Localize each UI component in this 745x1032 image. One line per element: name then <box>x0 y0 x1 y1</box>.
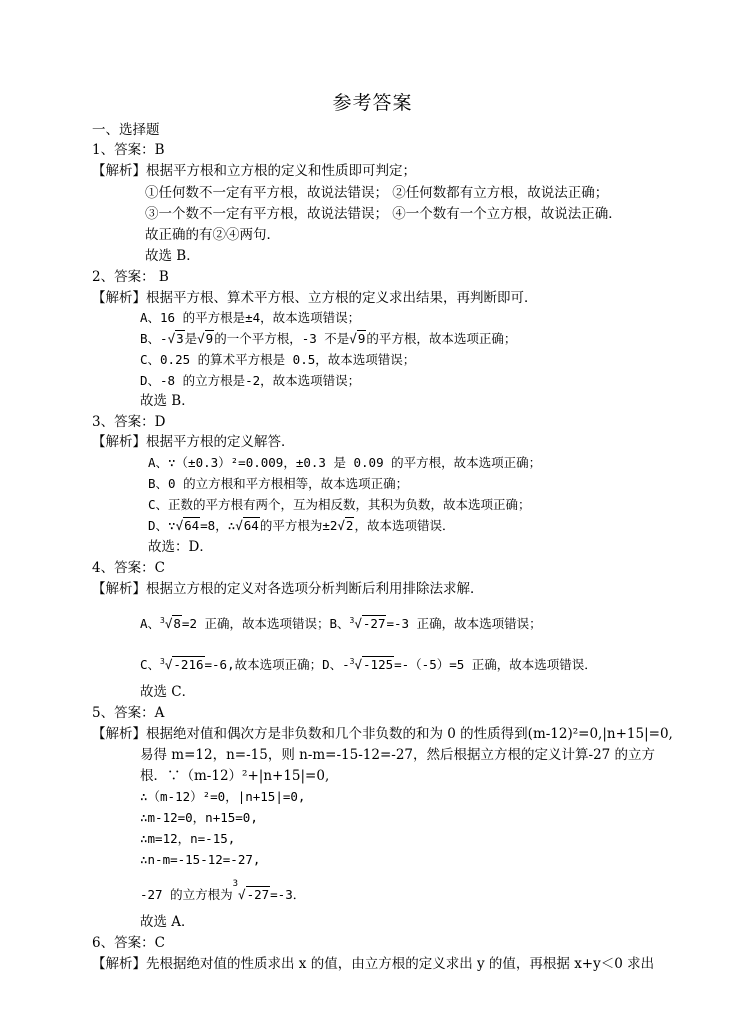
q5-step3: ∴m=12，n=-15, <box>140 831 236 846</box>
q4-r2-b: =-6,故本选项正确；D、- <box>204 657 350 673</box>
q5-s5-pre: -27 的立方根为 <box>140 887 233 903</box>
q4-r2-radicand1: -216 <box>173 657 204 673</box>
q3-option-a: A、∵（±0.3）²=0.009，±0.3 是 0.09 的平方根，故本选项正确； <box>148 455 542 470</box>
q5-analysis-line1: 【解析】根据绝对值和偶次方是非负数和几个非负数的和为 0 的性质得到(m-12)²=0,|n+15|=0, <box>92 726 673 742</box>
q3-d-radicand3: 2 <box>345 518 354 533</box>
q4-r1-radicand1: 8 <box>173 616 181 632</box>
q4-r2-radicand2: -125 <box>363 657 394 673</box>
q5-step5: -27 的立方根为$^3$√-27=-3． <box>140 879 306 903</box>
q1-analysis: 【解析】根据平方根和立方根的定义和性质即可判定； <box>92 163 416 179</box>
q2-option-b: B、-√3是√9的一个平方根，-3 不是√9的平方根，故本选项正确； <box>140 331 517 346</box>
q5-step1: ∴（m-12）²=0，|n+15|=0, <box>140 789 306 804</box>
q5-step2: ∴m-12=0，n+15=0, <box>140 810 258 825</box>
q4-r2-a: C、 <box>140 657 161 673</box>
q4-answer: 4、答案：C <box>92 560 165 576</box>
q4-r2-index1: 3 <box>160 657 165 666</box>
q5-s5-index: 3 <box>232 879 239 889</box>
q2-b-mid: 是 <box>184 331 198 346</box>
q2-b-mid2: 的一个平方根，-3 不是 <box>214 331 350 346</box>
q2-conclusion: 故选 B． <box>140 393 195 409</box>
q2-b-post: 的平方根，故本选项正确； <box>366 331 517 346</box>
q3-option-b: B、0 的立方根和平方根相等，故本选项正确； <box>148 476 409 491</box>
section-heading: 一、选择题 <box>92 122 160 138</box>
q4-r2-c: =-（-5）=5 正确，故本选项错误． <box>394 657 597 673</box>
q3-d-pre: D、∵ <box>148 518 176 533</box>
q4-r2-index2: 3 <box>349 657 355 666</box>
q5-answer: 5、答案：A <box>92 705 165 721</box>
q1-conclusion: 故选 B． <box>145 248 200 264</box>
q2-b-radicand1: 3 <box>176 331 184 346</box>
q3-d-radicand1: 64 <box>184 518 200 533</box>
q4-r1-radicand2: -27 <box>362 616 386 632</box>
q2-analysis: 【解析】根据平方根、算术平方根、立方根的定义求出结果，再判断即可． <box>92 290 538 306</box>
q2-b-pre: B、- <box>140 331 168 346</box>
q5-analysis-line2: 易得 m=12，n=-15，则 n-m=-15-12=-27，然后根据立方根的定义计算-27 的立方 <box>140 747 656 763</box>
q1-row2: ③一个数不一定有平方根，故说法错误； ④一个数有一个立方根，故说法正确． <box>145 206 622 222</box>
q3-answer: 3、答案：D <box>92 414 166 430</box>
q4-r1-index2: 3 <box>349 616 355 625</box>
q3-d-mid: =8，∴ <box>200 518 236 533</box>
q6-analysis: 【解析】先根据绝对值的性质求出 x 的值，由立方根的定义求出 y 的值，再根据 x+y＜0 求出 <box>92 956 655 972</box>
q3-d-radicand2: 64 <box>243 518 259 533</box>
q3-analysis: 【解析】根据平方根的定义解答． <box>92 434 295 450</box>
q3-conclusion: 故选：D． <box>148 539 213 555</box>
q5-s5-radicand: -27 <box>246 887 270 903</box>
q3-option-c: C、正数的平方根有两个，互为相反数，其积为负数，故本选项正确； <box>148 497 531 512</box>
q4-conclusion: 故选 C． <box>140 684 196 700</box>
q1-answer: 1、答案：B <box>92 142 165 158</box>
q2-option-c: C、0.25 的算术平方根是 0.5，故本选项错误； <box>140 352 416 367</box>
q4-row1: A、$^3$√8=2 正确，故本选项错误；B、$^3$√-27=-3 正确，故本选项错误； <box>140 616 542 632</box>
q2-b-radicand2: 9 <box>205 331 214 346</box>
page-title: 参考答案 <box>332 92 413 114</box>
q5-conclusion: 故选 A． <box>140 914 195 930</box>
q2-option-a: A、16 的平方根是±4，故本选项错误； <box>140 310 361 325</box>
q2-b-radicand3: 9 <box>357 331 366 346</box>
q2-answer: 2、答案： B <box>92 269 169 285</box>
q1-row3: 故正确的有②④两句． <box>145 227 280 243</box>
q6-answer: 6、答案：C <box>92 935 165 951</box>
q4-r1-a: A、 <box>140 616 161 632</box>
q5-s5-post: =-3． <box>270 887 306 903</box>
q4-r1-c: =-3 正确，故本选项错误； <box>386 616 542 632</box>
q4-analysis: 【解析】根据立方根的定义对各选项分析判断后利用排除法求解． <box>92 581 484 597</box>
q4-r1-b: =2 正确，故本选项错误；B、 <box>181 616 350 632</box>
q4-row2: C、$^3$√-216=-6,故本选项正确；D、-$^3$√-125=-（-5）=5 正确，故本选项错误． <box>140 657 597 673</box>
q5-step4: ∴n-m=-15-12=-27, <box>140 852 261 867</box>
q5-analysis-line3: 根．∵（m-12）²+|n+15|=0, <box>140 768 330 784</box>
q3-d-mid2: 的平方根为±2 <box>259 518 338 533</box>
q3-d-post: ，故本选项错误． <box>354 518 455 533</box>
q1-row1: ①任何数不一定有平方根，故说法错误； ②任何数都有立方根，故说法正确； <box>145 185 609 201</box>
q4-r1-index1: 3 <box>160 616 165 625</box>
q2-option-d: D、-8 的立方根是-2，故本选项错误； <box>140 373 361 388</box>
q3-option-d: D、∵√64=8，∴√64的平方根为±2√2，故本选项错误． <box>148 518 455 533</box>
